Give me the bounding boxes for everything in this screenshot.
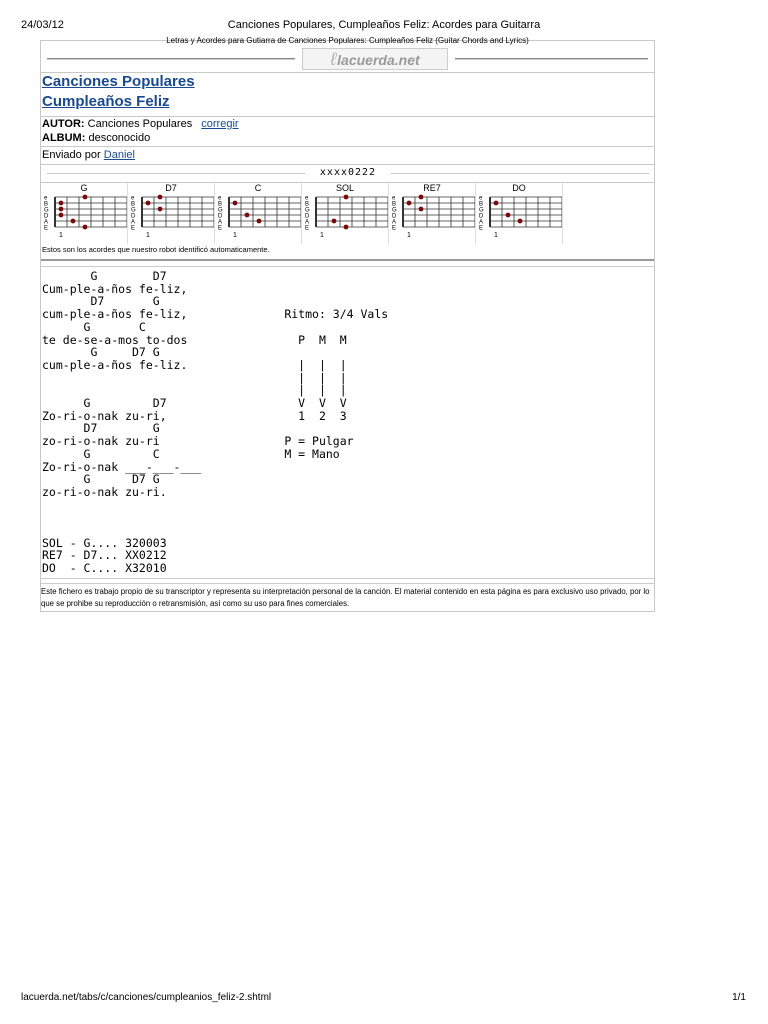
finger-dot <box>344 195 349 200</box>
finger-dot <box>59 207 64 212</box>
chord-grid <box>41 192 127 244</box>
site-logo[interactable] <box>302 48 448 70</box>
finger-dot <box>233 201 238 206</box>
finger-dot <box>158 207 163 212</box>
logo-swirl-icon: ℓ <box>330 49 337 69</box>
string-label: E <box>131 225 136 232</box>
disclaimer-text: Este fichero es trabajo propio de su transcriptor y representa su interpretación personal de la canción. El material contenido en esta página es para exclusivo uso privado, por lo que se prohibe su reproducción o retransmisión, así como su uso para fines comerciales. <box>41 587 650 608</box>
string-label: G <box>218 207 223 214</box>
finger-dot <box>407 201 412 206</box>
string-label: e <box>218 195 222 202</box>
string-label: E <box>305 225 310 232</box>
chord-diagram-re7 <box>389 182 476 244</box>
finger-dot <box>71 219 76 224</box>
string-label: E <box>392 225 397 232</box>
string-label: A <box>44 219 49 226</box>
logo-row <box>41 48 654 70</box>
string-label: D <box>305 213 310 220</box>
string-label: G <box>305 207 310 214</box>
finger-dot <box>245 213 250 218</box>
fret-number: 1 <box>146 232 150 239</box>
tuning-line-right <box>391 173 649 174</box>
print-page-title: Canciones Populares, Cumpleaños Feliz: Acordes para Guitarra <box>227 19 541 31</box>
sent-by-text <box>42 149 135 161</box>
string-label: e <box>392 195 396 202</box>
finger-dot <box>506 213 511 218</box>
album-line <box>42 132 150 144</box>
string-label: e <box>305 195 309 202</box>
finger-dot <box>518 219 523 224</box>
robot-note: Estos son los acordes que nuestro robot identificó automaticamente. <box>42 245 270 254</box>
chord-diagram-g <box>41 182 128 244</box>
chord-grid <box>389 192 475 244</box>
finger-dot <box>494 201 499 206</box>
string-label: A <box>218 219 223 226</box>
page-subheader: Letras y Acordes para Gutiarra de Canciones Populares: Cumpleaños Feliz (Guitar Chords and Lyrics) <box>166 36 529 45</box>
fret-number: 1 <box>233 232 237 239</box>
finger-dot <box>59 213 64 218</box>
string-label: D <box>131 213 136 220</box>
string-label: G <box>44 207 49 214</box>
chord-diagram-sol <box>302 182 389 244</box>
finger-dot <box>83 195 88 200</box>
string-label: E <box>479 225 484 232</box>
string-label: B <box>131 201 136 208</box>
string-label: A <box>479 219 484 226</box>
corregir-link[interactable]: corregir <box>201 118 239 130</box>
string-label: B <box>392 201 397 208</box>
chord-diagram-d7 <box>128 182 215 244</box>
string-label: e <box>44 195 48 202</box>
finger-dot <box>344 225 349 230</box>
string-label: A <box>392 219 397 226</box>
chord-name: C <box>254 183 262 193</box>
finger-dot <box>257 219 262 224</box>
fret-number: 1 <box>407 232 411 239</box>
print-footer-url: lacuerda.net/tabs/c/canciones/cumpleanios_feliz-2.shtml <box>21 992 272 1003</box>
string-label: e <box>479 195 483 202</box>
autor-label: AUTOR: <box>42 118 85 130</box>
string-label: B <box>44 201 49 208</box>
chord-name: SOL <box>335 183 354 193</box>
string-label: E <box>44 225 49 232</box>
finger-dot <box>83 225 88 230</box>
sent-by-label: Enviado por <box>42 149 101 161</box>
string-label: D <box>218 213 223 220</box>
string-label: G <box>479 207 484 214</box>
chord-name: D7 <box>165 183 177 193</box>
album-value: desconocido <box>88 132 151 144</box>
chord-name: G <box>80 183 88 193</box>
string-label: G <box>131 207 136 214</box>
autor-line <box>42 118 239 130</box>
string-label: e <box>131 195 135 202</box>
finger-dot <box>59 201 64 206</box>
tuning-bar <box>41 164 654 183</box>
string-label: D <box>44 213 49 220</box>
tuning-label: xxxx0222 <box>311 167 385 178</box>
fret-number: 1 <box>320 232 324 239</box>
album-label: ALBUM: <box>42 132 86 144</box>
string-label: G <box>392 207 397 214</box>
string-label: D <box>392 213 397 220</box>
sender-link[interactable]: Daniel <box>103 149 135 161</box>
chord-name: DO <box>512 183 526 193</box>
chord-grid <box>215 192 301 244</box>
string-label: D <box>479 213 484 220</box>
finger-dot <box>146 201 151 206</box>
chord-diagram-do <box>476 182 563 244</box>
logo-text: lacuerda.net <box>337 52 420 68</box>
section-divider-thin <box>41 266 654 267</box>
sender-line <box>41 146 654 165</box>
finger-dot <box>332 219 337 224</box>
footer-divider-2 <box>41 583 654 584</box>
logo-divider-right <box>455 58 648 60</box>
song-meta <box>41 116 654 147</box>
chord-lyrics-tab: G D7 Cum-ple-a-ños fe-liz, D7 G cum-ple-a-ños fe-liz, Ritmo: 3/4 Vals G C te de-se-a-mos to-dos P M M G D7 G cum-ple-a-ños fe-liz. | | | | | | | | | G D7 V V V Zo-ri-o-nak zu-ri, 1 2 3 D7 G zo-ri-o-nak zu-ri P = Pulgar G C M = Mano Zo-ri-o-nak ___-___-___ G D7 G zo-ri-o-nak zu-ri. SOL - G.... 320003 RE7 - D7... XX0212 DO - C.... X32010 <box>42 269 389 576</box>
chord-grid <box>476 192 562 244</box>
finger-dot <box>158 195 163 200</box>
chord-grid <box>128 192 214 244</box>
chord-grid <box>302 192 388 244</box>
section-divider <box>41 259 654 261</box>
chord-name: RE7 <box>423 183 441 193</box>
footer-divider <box>41 578 654 579</box>
tuning-line-left <box>47 173 305 174</box>
print-page-number: 1/1 <box>732 992 746 1003</box>
song-title-link[interactable]: Cumpleaños Feliz <box>42 93 170 110</box>
song-heading <box>41 72 654 117</box>
string-label: B <box>305 201 310 208</box>
string-label: B <box>218 201 223 208</box>
string-label: A <box>131 219 136 226</box>
artist-link[interactable]: Canciones Populares <box>42 73 195 90</box>
chord-diagrams <box>41 182 654 244</box>
logo-divider-left <box>47 58 295 60</box>
finger-dot <box>419 207 424 212</box>
print-date: 24/03/12 <box>21 19 64 31</box>
autor-value: Canciones Populares <box>87 118 193 130</box>
fret-number: 1 <box>59 232 63 239</box>
string-label: E <box>218 225 223 232</box>
finger-dot <box>419 195 424 200</box>
chord-diagram-c <box>215 182 302 244</box>
string-label: A <box>305 219 310 226</box>
string-label: B <box>479 201 484 208</box>
fret-number: 1 <box>494 232 498 239</box>
